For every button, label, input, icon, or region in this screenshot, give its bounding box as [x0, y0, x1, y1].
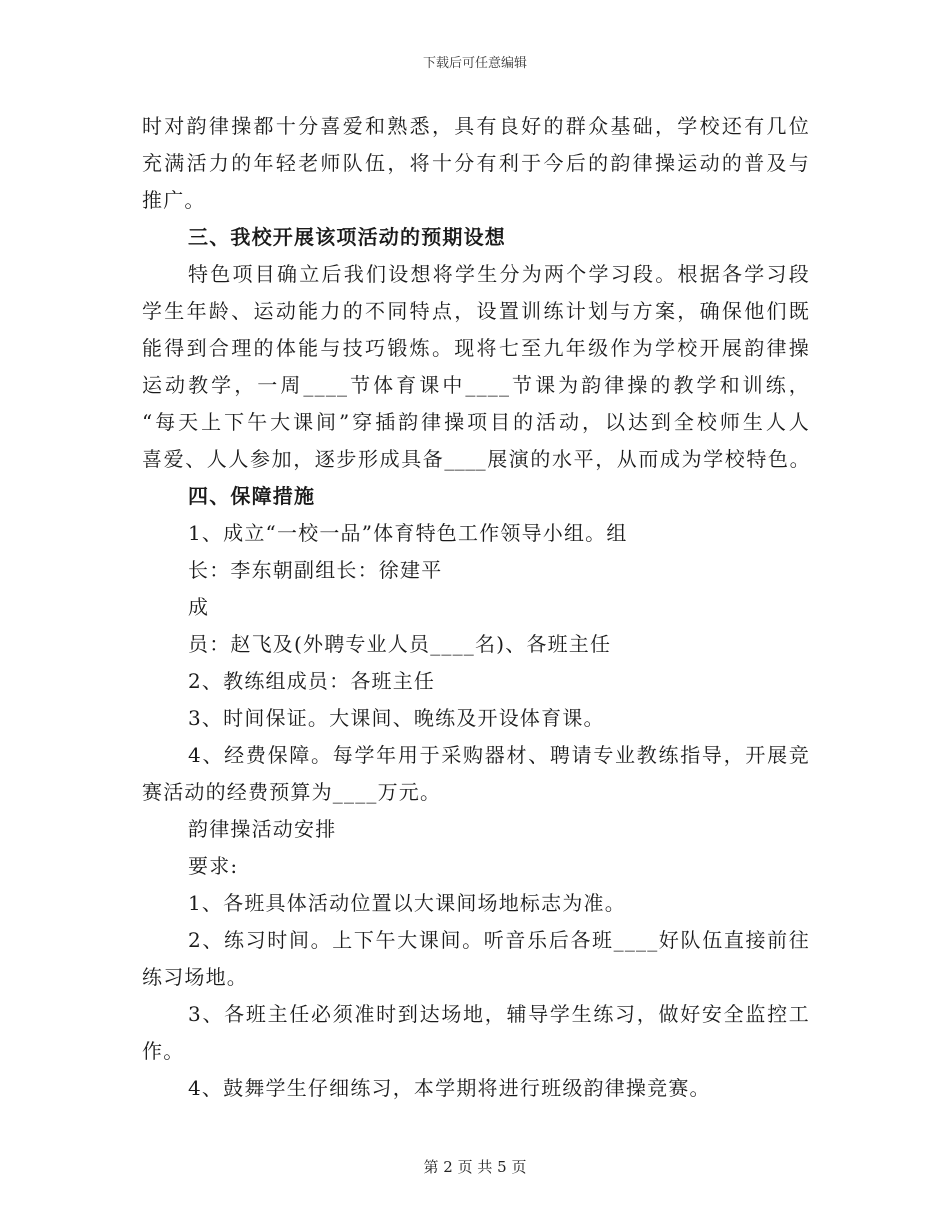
section4-item2: 2、教练组成员：各班主任	[188, 669, 436, 693]
section3-heading: 三、我校开展该项活动的预期设想	[188, 225, 506, 249]
arrangement-req-4: 4、鼓舞学生仔细练习，本学期将进行班级韵律操竞赛。	[188, 1076, 711, 1100]
section4-item1-line-1: 1、成立“一校一品”体育特色工作领导小组。组	[188, 521, 628, 545]
arrangement-title: 韵律操活动安排	[188, 817, 337, 841]
section3-line-5: “每天上下午大课间”穿插韵律操项目的活动，以达到全校师生人人	[142, 410, 810, 434]
intro-line-2: 充满活力的年轻老师队伍，将十分有利于今后的韵律操运动的普及与	[142, 151, 810, 175]
section4-item1-line-2: 长：李东朝副组长：徐建平	[188, 558, 443, 582]
arrangement-requirements-label: 要求:	[188, 854, 239, 878]
section4-item1-line-3: 成	[188, 595, 210, 619]
section4-heading: 四、保障措施	[188, 484, 316, 508]
section4-item1-line-4: 员：赵飞及(外聘专业人员____名)、各班主任	[188, 632, 612, 656]
section3-line-1: 特色项目确立后我们设想将学生分为两个学习段。根据各学习段	[188, 262, 810, 286]
section3-line-3: 能得到合理的体能与技巧锻炼。现将七至九年级作为学校开展韵律操	[142, 336, 810, 360]
arrangement-req-3-line-1: 3、各班主任必须准时到达场地，辅导学生练习，做好安全监控工	[188, 1002, 810, 1026]
page-header: 下载后可任意编辑	[422, 56, 527, 71]
section3-line-2: 学生年龄、运动能力的不同特点，设置训练计划与方案，确保他们既	[142, 299, 810, 323]
document-body	[142, 108, 810, 1107]
section3-line-6: 喜爱、人人参加，逐步形成具备____展演的水平，从而成为学校特色。	[142, 447, 810, 471]
arrangement-req-2-line-1: 2、练习时间。上下午大课间。听音乐后各班____好队伍直接前往	[188, 928, 810, 952]
section4-item3: 3、时间保证。大课间、晚练及开设体育课。	[188, 706, 605, 730]
page-footer: 第 2 页 共 5 页	[423, 1158, 527, 1176]
section4-item4-line-1: 4、经费保障。每学年用于采购器材、聘请专业教练指导，开展竞	[188, 743, 810, 767]
arrangement-req-1: 1、各班具体活动位置以大课间场地标志为准。	[188, 891, 626, 915]
section3-line-4: 运动教学，一周____节体育课中____节课为韵律操的教学和训练，	[142, 373, 810, 397]
arrangement-req-3-line-2: 作。	[142, 1039, 185, 1063]
section4-item4-line-2: 赛活动的经费预算为____万元。	[142, 780, 442, 804]
intro-line-3: 推广。	[142, 188, 206, 212]
intro-line-1: 时对韵律操都十分喜爱和熟悉，具有良好的群众基础，学校还有几位	[142, 114, 810, 138]
arrangement-req-2-line-2: 练习场地。	[142, 965, 248, 989]
